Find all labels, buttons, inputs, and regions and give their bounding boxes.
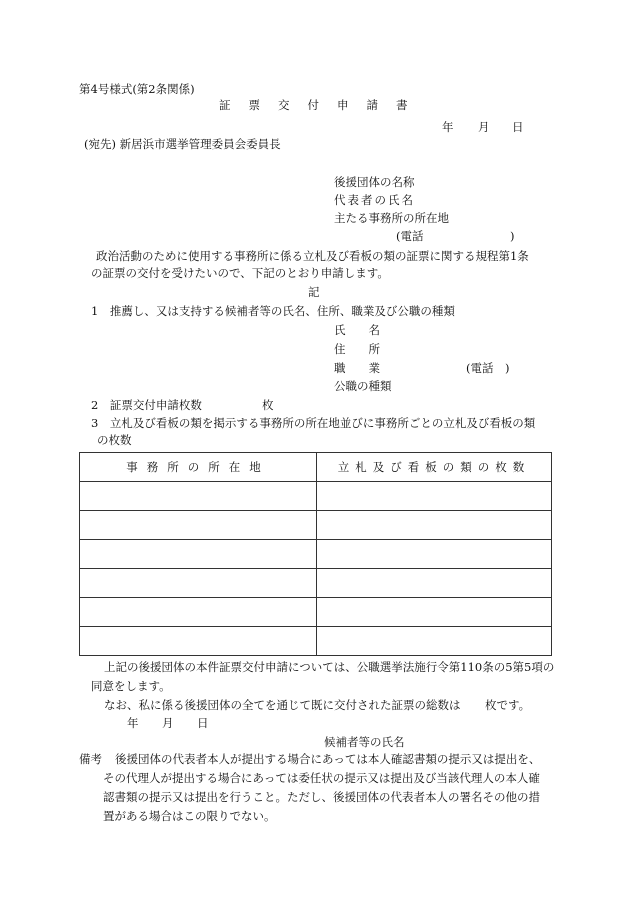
table-row (80, 482, 552, 511)
form-title: 証票交付申請書 (219, 98, 426, 112)
intro-line-1: 政治活動のために使用する事務所に係る立札及び看板の類の証票に関する規程第1条 (96, 249, 529, 263)
office-address-label: 主たる事務所の所在地 (334, 211, 449, 225)
month-label: 月 (478, 120, 490, 134)
table-cell-address[interactable] (80, 482, 317, 511)
rep-name-label: 代表者の氏名 (334, 193, 415, 207)
phone-close: ) (510, 229, 515, 243)
item-2-unit: 枚 (262, 398, 274, 412)
consent-line-2: 同意をします。 (91, 679, 171, 693)
phone-open: (電話 (396, 229, 424, 243)
consent-line-3: なお、私に係る後援団体の全てを通じて既に交付された証票の総数は (104, 698, 461, 712)
table-header-row (80, 453, 552, 482)
table-cell-address[interactable] (80, 598, 317, 627)
table-row (80, 540, 552, 569)
consent-month-label: 月 (162, 716, 174, 730)
table-row (80, 598, 552, 627)
candidate-address-field: 住 所 (334, 342, 380, 356)
table-cell-address[interactable] (80, 569, 317, 598)
consent-day-label: 日 (197, 716, 209, 730)
table-cell-count[interactable] (317, 540, 552, 569)
table-cell-count[interactable] (317, 627, 552, 656)
consent-line-3-unit: 枚です。 (485, 698, 531, 712)
col-office-address: 事務所の所在地 (80, 453, 317, 482)
remarks-line-4: 置がある場合はこの限りでない。 (103, 809, 276, 823)
remarks-line-1: 後援団体の代表者本人が提出する場合にあっては本人確認書類の提示又は提出を、 (115, 752, 541, 766)
form-number: 第4号様式(第2条関係) (79, 82, 195, 96)
ki-heading: 記 (308, 285, 320, 299)
table-cell-count[interactable] (317, 482, 552, 511)
year-label: 年 (442, 120, 454, 134)
table-cell-count[interactable] (317, 569, 552, 598)
org-name-label: 後援団体の名称 (334, 175, 415, 189)
remarks-line-2: その代理人が提出する場合にあっては委任状の提示又は提出及び当該代理人の本人確 (103, 771, 540, 785)
addressee: (宛先) 新居浜市選挙管理委員会委員長 (84, 137, 281, 151)
candidate-occupation-field: 職 業 (334, 361, 380, 375)
table-row (80, 627, 552, 656)
consent-year-label: 年 (127, 716, 139, 730)
intro-line-2: の証票の交付を受けたいので、下記のとおり申請します。 (91, 266, 389, 280)
table-cell-address[interactable] (80, 511, 317, 540)
consent-line-1: 上記の後援団体の本件証票交付申請については、公職選挙法施行令第110条の5第5項の (104, 660, 555, 674)
candidate-name-field: 氏 名 (334, 323, 380, 337)
offices-table (79, 452, 552, 656)
remarks-label: 備考 (79, 752, 102, 766)
table-row (80, 569, 552, 598)
item-1-heading: 1 推薦し、又は支持する候補者等の氏名、住所、職業及び公職の種類 (91, 304, 455, 318)
day-label: 日 (512, 120, 524, 134)
candidate-name-signature-label: 候補者等の氏名 (324, 735, 405, 749)
col-sign-count: 立札及び看板の類の枚数 (317, 453, 552, 482)
table-cell-address[interactable] (80, 540, 317, 569)
table-cell-address[interactable] (80, 627, 317, 656)
table-row (80, 511, 552, 540)
item-3-line-2: の枚数 (97, 433, 132, 447)
candidate-phone-field: (電話 ) (466, 361, 510, 375)
remarks-line-3: 認書類の提示又は提出を行うこと。ただし、後援団体の代表者本人の署名その他の措 (103, 790, 540, 804)
office-type-field: 公職の種類 (334, 379, 392, 393)
item-3-line-1: 3 立札及び看板の類を掲示する事務所の所在地並びに事務所ごとの立札及び看板の類 (91, 416, 536, 430)
item-2-label: 2 証票交付申請枚数 (91, 398, 202, 412)
table-cell-count[interactable] (317, 511, 552, 540)
table-cell-count[interactable] (317, 598, 552, 627)
